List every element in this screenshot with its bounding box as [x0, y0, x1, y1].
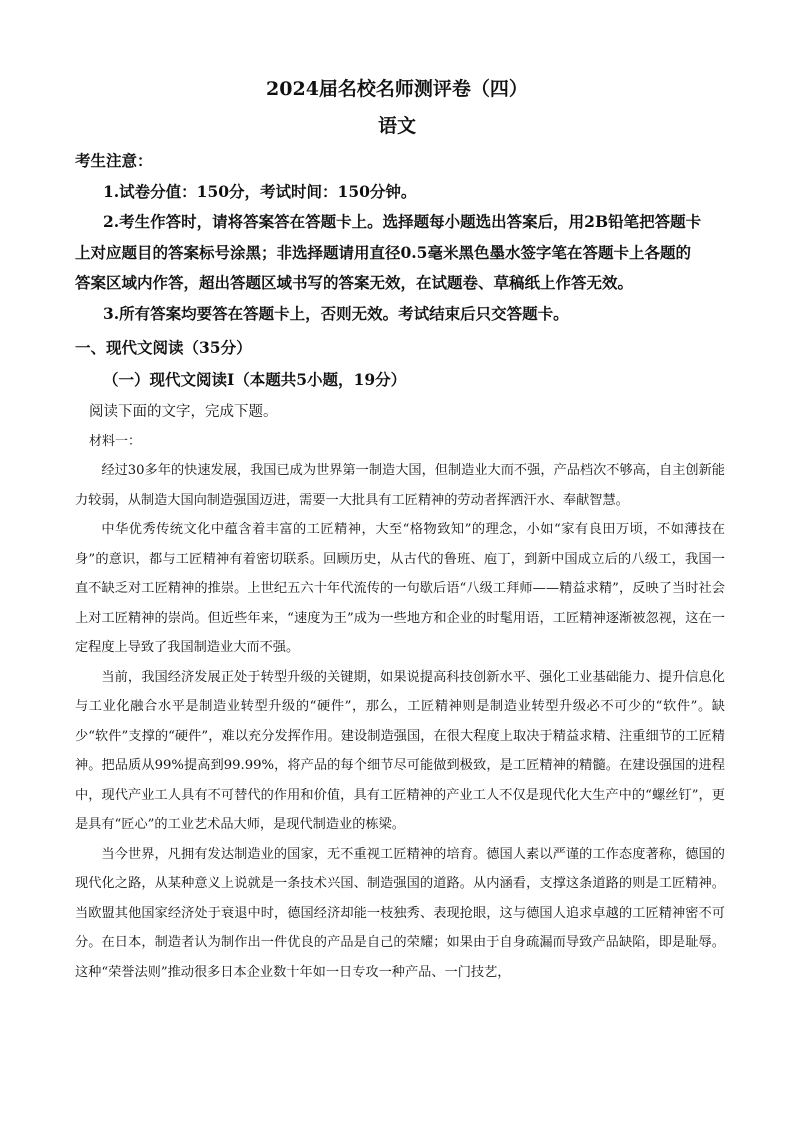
section-subheading: （一）现代文阅读Ⅰ（本题共5小题，19分） — [103, 370, 407, 389]
notice-heading: 考生注意： — [75, 151, 153, 170]
notice-item-1: 1.试卷分值：150分，考试时间：150分钟。 — [103, 182, 417, 201]
notice-item-2-line-3: 答案区域内作答，超出答题区域书写的答案无效，在试题卷、草稿纸上作答无效。 — [75, 273, 634, 292]
notice-item-3: 3.所有答案均要答在答题卡上，否则无效。考试结束后只交答题卡。 — [103, 304, 569, 323]
paragraph-1: 经过30多年的快速发展，我国已成为世界第一制造大国，但制造业大而不强，产品档次不够高，自主创新能力较弱，从制造大国向制造强国迈进，需要一大批具有工匠精神的劳动者挥洒汗水、奉献智慧。 — [75, 463, 725, 508]
material-label: 材料一： — [89, 434, 142, 449]
reading-instruction: 阅读下面的文字，完成下题。 — [89, 404, 278, 420]
paragraph-4: 当今世界，凡拥有发达制造业的国家，无不重视工匠精神的培育。德国人素以严谨的工作态度著称，德国的现代化之路，从某种意义上说就是一条技术兴国、制造强国的道路。从内涵看，支撑这条道路的则是工匠精神。当欧盟其他国家经济处于衰退中时，德国经济却能一枝独秀、表现抢眼，这与德国人追求卓越的工匠精神密不可分。在日本，制造者认为制作出一件优良的产品是自己的荣耀；如果由于自身疏漏而导致产品缺陷，即是耻辱。这种“荣誉法则”推动很多日本企业数十年如一日专攻一种产品、一门技艺， — [75, 846, 725, 980]
subject-title: 语文 — [377, 115, 416, 137]
material-body — [75, 456, 725, 987]
section-heading: 一、现代文阅读（35分） — [75, 338, 252, 357]
paragraph-2: 中华优秀传统文化中蕴含着丰富的工匠精神，大至“格物致知”的理念，小如“家有良田万顷，不如薄技在身”的意识，都与工匠精神有着密切联系。回顾历史，从古代的鲁班、庖丁，到新中国成立后的八级工，我国一直不缺乏对工匠精神的推崇。上世纪五六十年代流传的一句歇后语“八级工拜师——精益求精”，反映了当时社会上对工匠精神的崇尚。但近些年来，“速度为王”成为一些地方和企业的时髦用语，工匠精神逐渐被忽视，这在一定程度上导致了我国制造业大而不强。 — [75, 522, 725, 655]
exam-title: 2024届名校名师测评卷（四） — [266, 78, 528, 100]
notice-item-2-line-2: 上对应题目的答案标号涂黑；非选择题请用直径0.5毫米黑色墨水签字笔在答题卡上各题的 — [75, 243, 691, 262]
notice-item-2-line-1: 2.考生作答时，请将答案答在答题卡上。选择题每小题选出答案后，用2B铅笔把答题卡 — [103, 212, 702, 231]
paragraph-3: 当前，我国经济发展正处于转型升级的关键期，如果说提高科技创新水平、强化工业基础能力、提升信息化与工业化融合水平是制造业转型升级的“硬件”，那么，工匠精神则是制造业转型升级必不可少的“软件”。缺少“软件”支撑的“硬件”，难以充分发挥作用。建设制造强国，在很大程度上取决于精益求精、注重细节的工匠精神。把品质从99%提高到99.99%，将产品的每个细节尽可能做到极致，是工匠精神的精髓。在建设强国的进程中，现代产业工人具有不可替代的作用和价值，具有工匠精神的产业工人不仅是现代化大生产中的“螺丝钉”，更是具有“匠心”的工业艺术品大师，是现代制造业的栋梁。 — [75, 669, 725, 832]
